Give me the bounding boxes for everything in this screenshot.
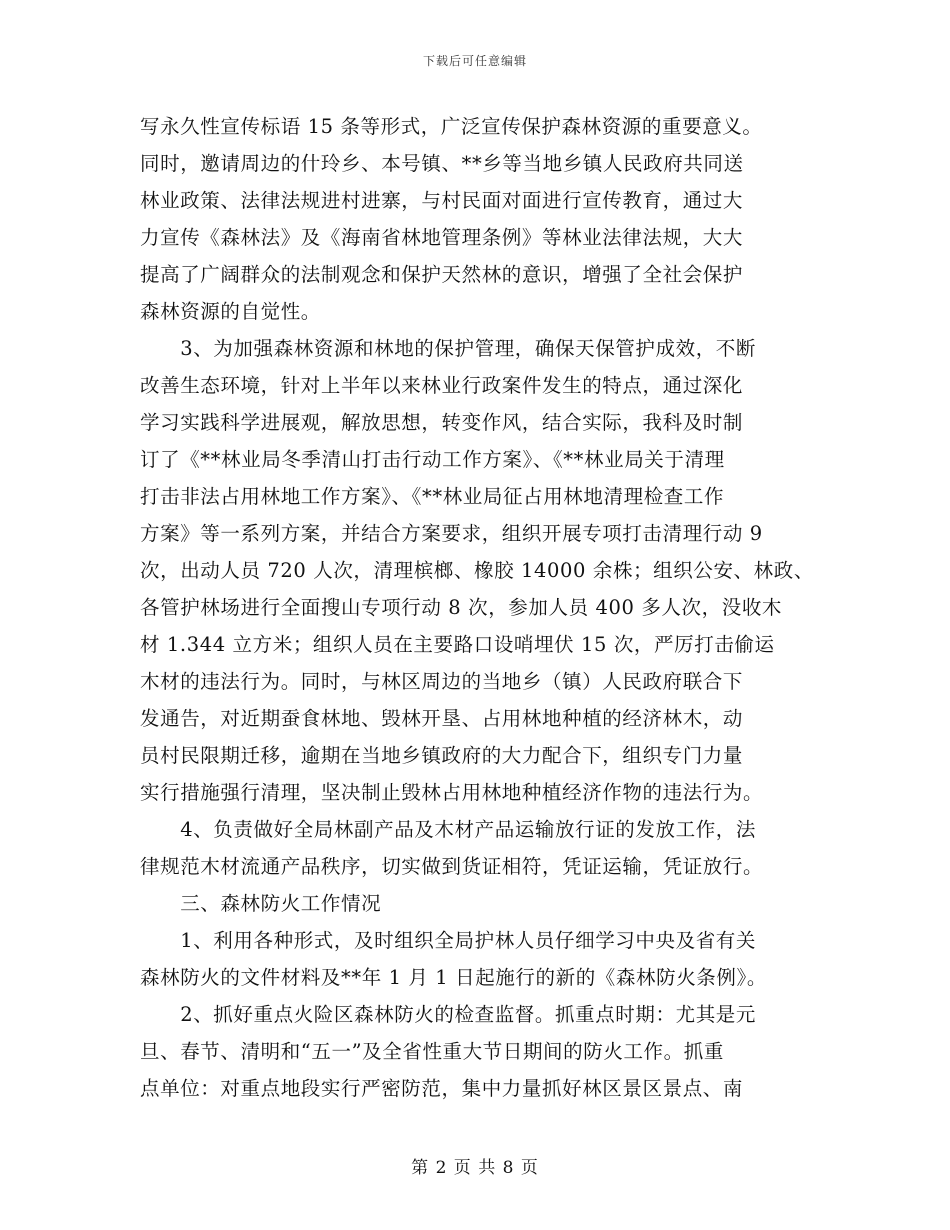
text-line: 改善生态环境，针对上半年以来林业行政案件发生的特点，通过深化 xyxy=(140,374,744,397)
text-line: 提高了广阔群众的法制观念和保护天然林的意识，增强了全社会保护 xyxy=(140,263,744,286)
text-line: 打击非法占用林地工作方案》、《**林业局征占用林地清理检查工作 xyxy=(140,485,725,508)
text-line: 员村民限期迁移，逾期在当地乡镇政府的大力配合下，组织专门力量 xyxy=(140,744,744,767)
text-line: 写永久性宣传标语 15 条等形式，广泛宣传保护森林资源的重要意义。 xyxy=(140,115,763,138)
text-line: 3、为加强森林资源和林地的保护管理，确保天保管护成效，不断 xyxy=(140,337,757,360)
text-line: 1、利用各种形式，及时组织全局护林人员仔细学习中央及省有关 xyxy=(140,929,757,952)
text-line: 律规范木材流通产品秩序，切实做到货证相符，凭证运输，凭证放行。 xyxy=(140,855,764,878)
text-line: 学习实践科学进展观，解放思想，转变作风，结合实际，我科及时制 xyxy=(140,411,744,434)
section-heading: 三、森林防火工作情况 xyxy=(140,892,382,915)
document-body xyxy=(140,108,820,1107)
text-line: 次，出动人员 720 人次，清理槟榔、橡胶 14000 余株；组织公安、林政、 xyxy=(140,559,814,582)
text-line: 实行措施强行清理，坚决制止毁林占用林地种植经济作物的违法行为。 xyxy=(140,781,764,804)
text-line: 各管护林场进行全面搜山专项行动 8 次，参加人员 400 多人次，没收木 xyxy=(140,596,783,619)
page-header: 下载后可任意编辑 xyxy=(422,54,527,68)
text-line: 4、负责做好全局林副产品及木材产品运输放行证的发放工作，法 xyxy=(140,818,757,841)
text-line: 森林资源的自觉性。 xyxy=(140,300,321,323)
text-line: 旦、春节、清明和“五一”及全省性重大节日期间的防火工作。抓重 xyxy=(140,1040,724,1063)
text-line: 木材的违法行为。同时，与林区周边的当地乡（镇）人民政府联合下 xyxy=(140,670,744,693)
text-line: 发通告，对近期蚕食林地、毁林开垦、占用林地种植的经济林木，动 xyxy=(140,707,744,730)
text-line: 林业政策、法律法规进村进寨，与村民面对面进行宣传教育，通过大 xyxy=(140,189,744,212)
text-line: 力宣传《森林法》及《海南省林地管理条例》等林业法律法规，大大 xyxy=(140,226,744,249)
text-line: 点单位：对重点地段实行严密防范，集中力量抓好林区景区景点、南 xyxy=(140,1077,744,1100)
text-line: 森林防火的文件材料及**年 1 月 1 日起施行的新的《森林防火条例》。 xyxy=(140,966,767,989)
text-line: 订了《**林业局冬季清山打击行动工作方案》、《**林业局关于清理 xyxy=(140,448,725,471)
text-line: 材 1.344 立方米；组织人员在主要路口设哨埋伏 15 次，严厉打击偷运 xyxy=(140,633,775,656)
text-line: 同时，邀请周边的什玲乡、本号镇、**乡等当地乡镇人民政府共同送 xyxy=(140,152,744,175)
page-footer: 第 2 页 共 8 页 xyxy=(411,1158,539,1178)
text-line: 方案》等一系列方案，并结合方案要求，组织开展专项打击清理行动 9 xyxy=(140,522,763,545)
text-line: 2、抓好重点火险区森林防火的检查监督。抓重点时期：尤其是元 xyxy=(140,1003,757,1026)
